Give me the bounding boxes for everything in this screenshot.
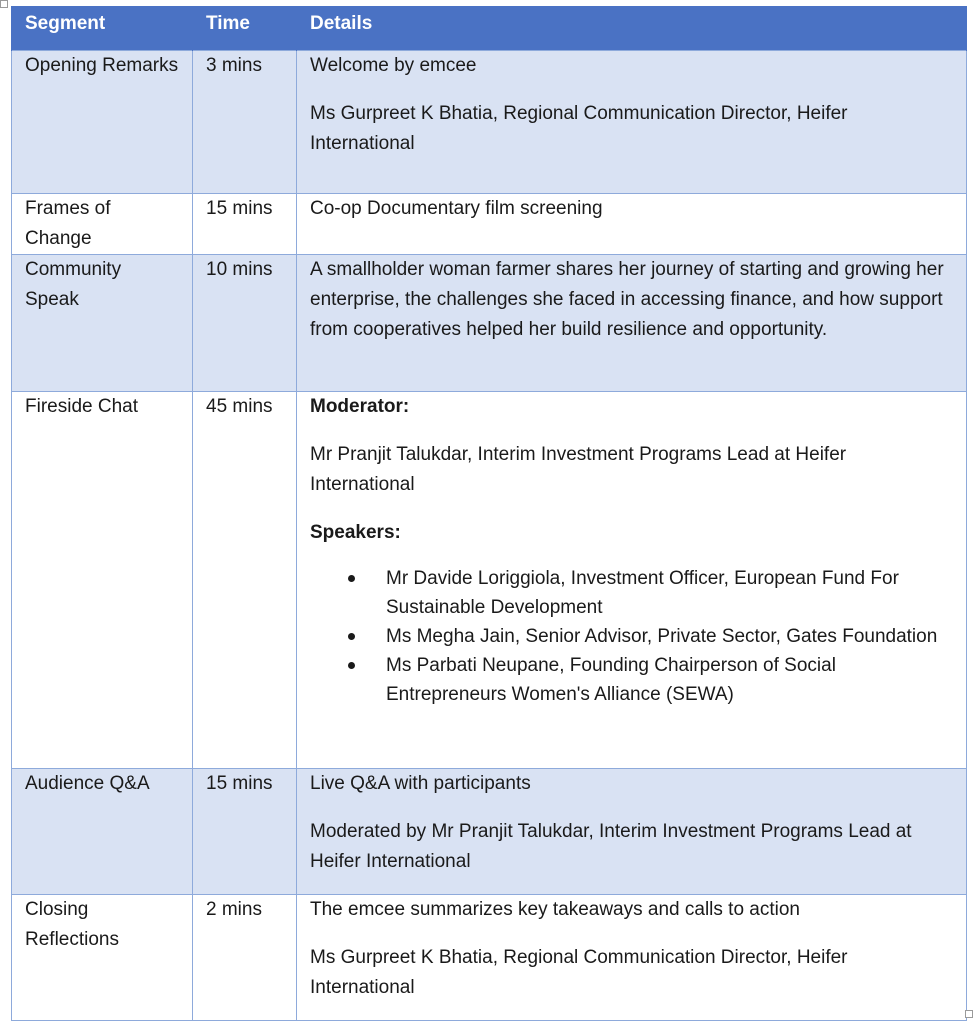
list-item: Ms Parbati Neupane, Founding Chairperson of Social Entrepreneurs Women's Alliance (SEWA) [386, 651, 954, 709]
segment-cell: Community Speak [12, 255, 193, 392]
time-cell: 15 mins [193, 194, 297, 255]
list-item: Mr Davide Loriggiola, Investment Officer, European Fund For Sustainable Development [386, 564, 954, 622]
segment-cell: Fireside Chat [12, 392, 193, 769]
table-row [12, 255, 967, 392]
table-row [12, 194, 967, 255]
time-cell: 10 mins [193, 255, 297, 392]
header-time: Time [193, 6, 297, 51]
details-cell [297, 769, 967, 895]
speakers-label: Speakers: [310, 522, 401, 543]
details-cell [297, 194, 967, 255]
table-move-handle[interactable] [0, 0, 8, 8]
details-line: Ms Gurpreet K Bhatia, Regional Communication Director, Heifer International [310, 103, 848, 154]
details-cell [297, 392, 967, 769]
details-line: Co-op Documentary film screening [310, 198, 603, 219]
segment-cell: Opening Remarks [12, 51, 193, 194]
time-cell: 2 mins [193, 895, 297, 1021]
table-row [12, 895, 967, 1021]
header-segment: Segment [12, 6, 193, 51]
moderator-name: Mr Pranjit Talukdar, Interim Investment Programs Lead at Heifer International [310, 444, 847, 495]
segment-cell: Audience Q&A [12, 769, 193, 895]
time-cell: 15 mins [193, 769, 297, 895]
table-resize-handle[interactable] [965, 1010, 973, 1018]
moderator-label: Moderator: [310, 396, 410, 417]
agenda-table [11, 6, 967, 1021]
table-header-row [12, 6, 967, 51]
speakers-list [310, 564, 954, 709]
table-row [12, 392, 967, 769]
time-cell: 45 mins [193, 392, 297, 769]
details-cell [297, 255, 967, 392]
list-item: Ms Megha Jain, Senior Advisor, Private Sector, Gates Foundation [386, 622, 954, 651]
details-line: A smallholder woman farmer shares her journey of starting and growing her enterprise, the challenges she faced in accessing finance, and how support from cooperatives helped her build resilience and opportunity. [310, 259, 944, 340]
details-cell [297, 51, 967, 194]
details-line: Moderated by Mr Pranjit Talukdar, Interim Investment Programs Lead at Heifer International [310, 821, 912, 872]
segment-cell: Closing Reflections [12, 895, 193, 1021]
time-cell: 3 mins [193, 51, 297, 194]
details-line: The emcee summarizes key takeaways and calls to action [310, 899, 800, 920]
table-row [12, 51, 967, 194]
details-line: Live Q&A with participants [310, 773, 531, 794]
details-line: Ms Gurpreet K Bhatia, Regional Communication Director, Heifer International [310, 947, 848, 998]
table-row [12, 769, 967, 895]
segment-cell: Frames of Change [12, 194, 193, 255]
details-cell [297, 895, 967, 1021]
details-line: Welcome by emcee [310, 55, 477, 76]
header-details: Details [297, 6, 967, 51]
